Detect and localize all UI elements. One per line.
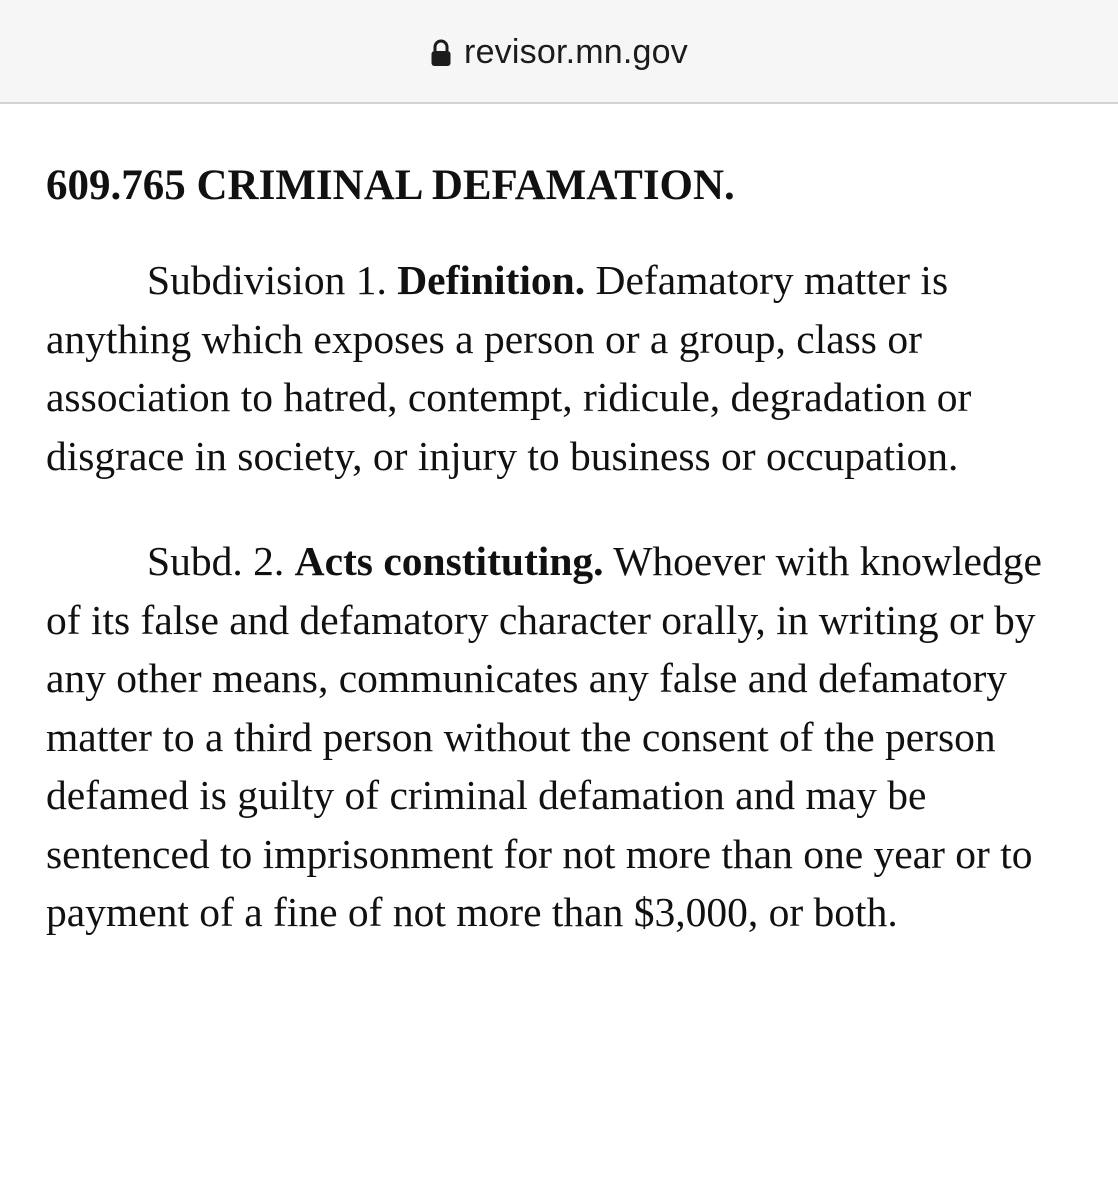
subdivision-label: Subdivision 1. (147, 257, 387, 303)
subdivision-text: Defamatory matter is anything which exposes a person or a group, class or association to hatred, contempt, ridicule, degradation or disgrace in society, or injury to business or occupation. (46, 257, 972, 479)
subdivision-heading: Acts constituting. (294, 538, 604, 584)
url-text[interactable]: revisor.mn.gov (464, 32, 688, 71)
subdivision-heading: Definition. (397, 257, 586, 303)
address-field[interactable] (0, 28, 1118, 76)
subdivision-1 (46, 251, 1086, 485)
statute-title: 609.765 CRIMINAL DEFAMATION. (46, 162, 735, 209)
subdivision-2 (46, 532, 1086, 942)
lock-icon (430, 38, 452, 68)
subdivision-text: Whoever with knowledge of its false and defamatory character orally, in writing or by any other means, communicates any false and defamatory matter to a third person without the consent of the person defamed is guilty of criminal defamation and may be sentenced to imprisonment for not more than one year or to payment of a fine of not more than $3,000, or both. (46, 538, 1042, 935)
address-bar[interactable] (0, 0, 1118, 104)
subdivision-label: Subd. 2. (147, 538, 285, 584)
page-content (46, 155, 1086, 942)
